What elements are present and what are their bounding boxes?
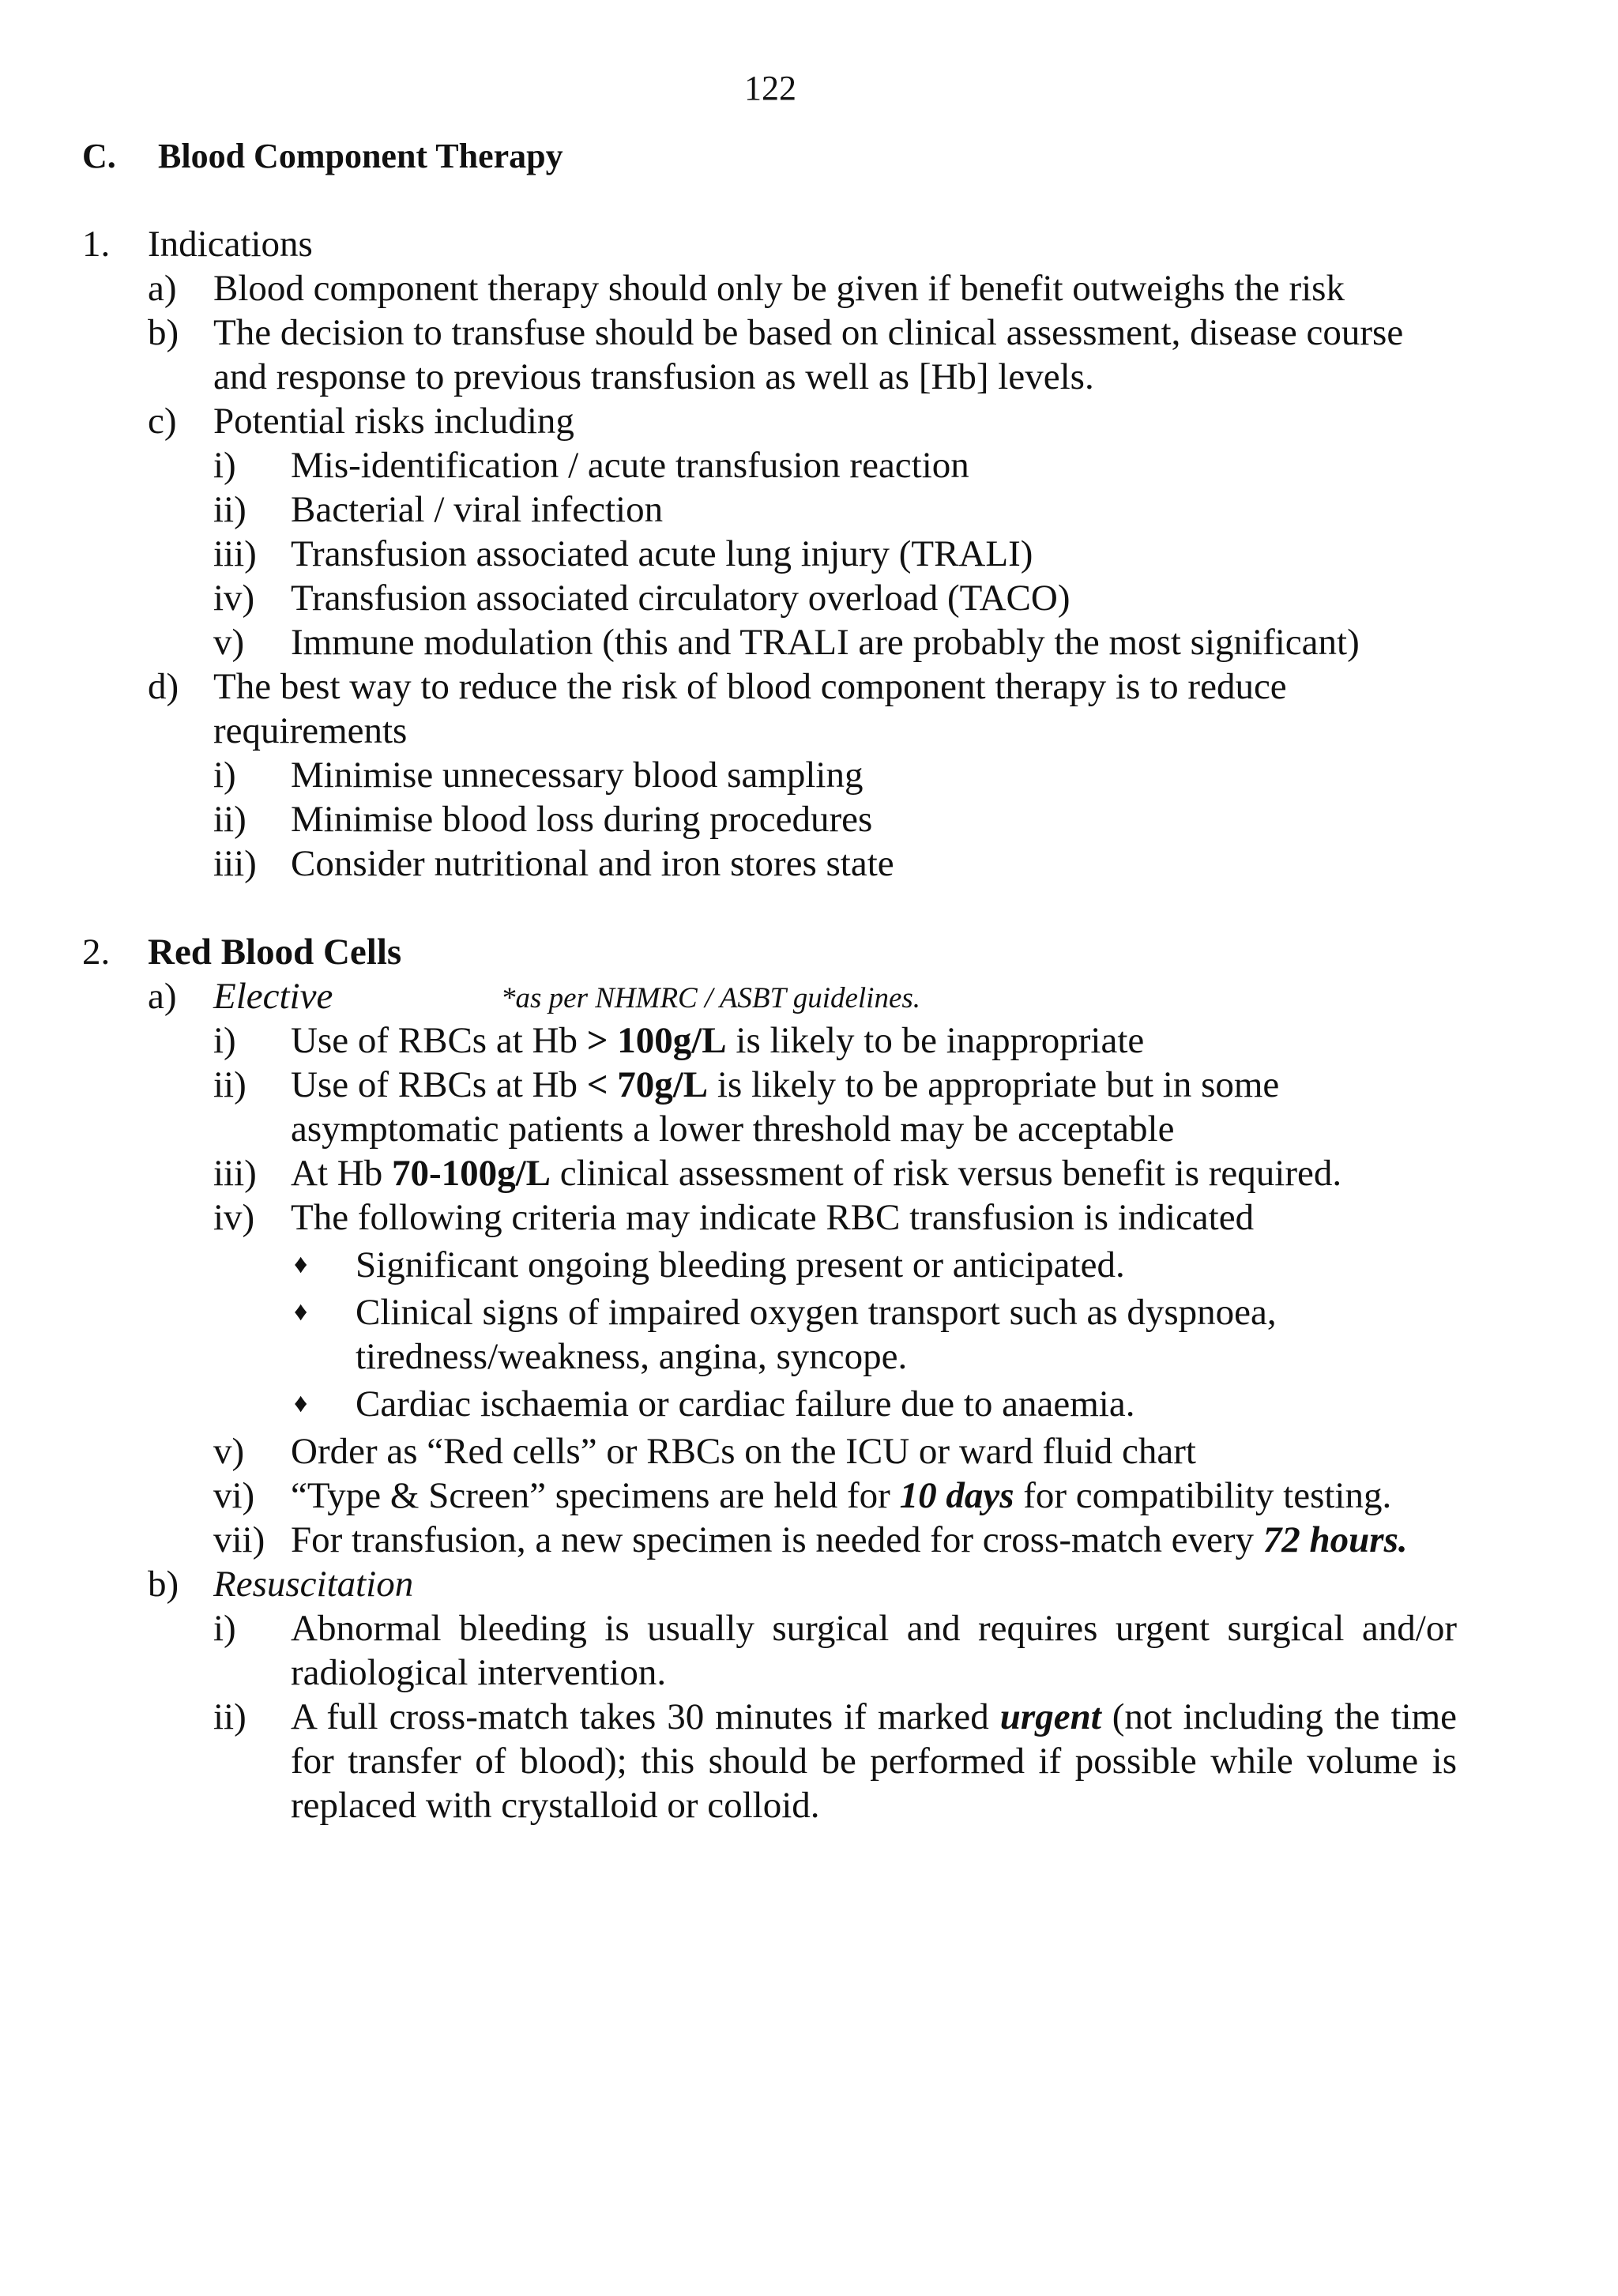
diamond-bullet-icon: ♦ [294,1250,308,1279]
s2-a-vii-marker: vii) [213,1519,265,1560]
s1-d-i-text: Minimise unnecessary blood sampling [291,755,864,796]
s1-c-iv-text: Transfusion associated circulatory overload (TACO) [291,578,1071,619]
diamond-bullet-icon: ♦ [294,1297,308,1327]
urgent-label: urgent [999,1696,1101,1737]
s1-d-line2: requirements [213,710,408,751]
s2-a-iv-marker: iv) [213,1197,255,1238]
s2-b-marker: b) [148,1564,179,1605]
s2-a-vii-text: For transfusion, a new specimen is needed for cross-match every 72 hours. [291,1519,1408,1560]
s1-number: 1. [82,224,111,265]
s2-a-vi-text: “Type & Screen” specimens are held for 10 days for compatibility testing. [291,1475,1392,1516]
s2-a-label: Elective [213,976,333,1017]
s1-c-v-marker: v) [213,622,245,663]
s1-a-text: Blood component therapy should only be given if benefit outweighs the risk [213,268,1345,309]
bullet-1-text: Significant ongoing bleeding present or anticipated. [356,1244,1125,1285]
s1-title: Indications [148,224,313,265]
s1-d-ii-marker: ii) [213,799,246,840]
s1-c-marker: c) [148,401,177,442]
s1-d-iii-text: Consider nutritional and iron stores state [291,843,894,884]
s1-c-iii-text: Transfusion associated acute lung injury (TRALI) [291,533,1033,574]
threshold-range: 70-100g/L [391,1153,551,1194]
s1-d-iii-marker: iii) [213,843,257,884]
s2-a-v-text: Order as “Red cells” or RBCs on the ICU or ward fluid chart [291,1431,1196,1472]
s2-a-ii-text: Use of RBCs at Hb < 70g/L is likely to be appropriate but in some [291,1064,1280,1105]
s2-b-i-text: Abnormal bleeding is usually surgical and requires urgent surgical and/or radiological intervention. [291,1608,1457,1693]
s2-title: Red Blood Cells [148,932,402,973]
s2-a-iii-text: At Hb 70-100g/L clinical assessment of risk versus benefit is required. [291,1153,1342,1194]
s1-d-marker: d) [148,666,179,707]
s2-a-i-text: Use of RBCs at Hb > 100g/L is likely to be inappropriate [291,1020,1145,1061]
s1-b-line2: and response to previous transfusion as well as [Hb] levels. [213,356,1094,397]
s1-c-iii-marker: iii) [213,533,257,574]
s1-d-line1: The best way to reduce the risk of blood component therapy is to reduce [213,666,1287,707]
s2-b-ii-marker: ii) [213,1696,246,1737]
s2-b-i-marker: i) [213,1608,236,1649]
s2-a-ii-marker: ii) [213,1064,246,1105]
s1-c-iv-marker: iv) [213,578,255,619]
s1-b-line1: The decision to transfuse should be based on clinical assessment, disease course [213,312,1404,353]
section-title: Blood Component Therapy [158,137,563,175]
threshold-low: < 70g/L [586,1064,709,1105]
s2-a-marker: a) [148,976,177,1017]
s1-c-v-text: Immune modulation (this and TRALI are probably the most significant) [291,622,1360,663]
hold-period: 10 days [899,1475,1014,1516]
s1-b-marker: b) [148,312,179,353]
guidelines-note: *as per NHMRC / ASBT guidelines. [501,982,921,1014]
s1-c-text: Potential risks including [213,401,574,442]
s2-b-label: Resuscitation [213,1564,414,1605]
s2-a-iii-marker: iii) [213,1153,257,1194]
s1-d-ii-text: Minimise blood loss during procedures [291,799,873,840]
page-number: 122 [744,69,796,107]
bullet-2-line1: Clinical signs of impaired oxygen transport such as dyspnoea, [356,1292,1277,1333]
s2-a-ii-line2: asymptomatic patients a lower threshold may be acceptable [291,1108,1175,1150]
s1-d-i-marker: i) [213,755,236,796]
s2-b-ii-text: A full cross-match takes 30 minutes if marked urgent (not including the time for transfer of blood); this should be performed if possible while volume is replaced with crystalloid or colloid. [291,1696,1457,1826]
s1-c-i-text: Mis-identification / acute transfusion reaction [291,445,969,486]
s2-a-iv-text: The following criteria may indicate RBC transfusion is indicated [291,1197,1255,1238]
section-letter: C. [82,137,116,175]
bullet-2-line2: tiredness/weakness, angina, syncope. [356,1336,908,1377]
bullet-3-text: Cardiac ischaemia or cardiac failure due to anaemia. [356,1383,1135,1425]
s2-number: 2. [82,932,111,973]
s1-c-i-marker: i) [213,445,236,486]
s1-c-ii-marker: ii) [213,489,246,530]
s2-a-i-marker: i) [213,1020,236,1061]
s2-a-vi-marker: vi) [213,1475,255,1516]
s2-a-v-marker: v) [213,1431,245,1472]
s1-c-ii-text: Bacterial / viral infection [291,489,664,530]
threshold-high: > 100g/L [586,1020,727,1061]
s1-a-marker: a) [148,268,177,309]
crossmatch-interval: 72 hours. [1262,1519,1408,1560]
diamond-bullet-icon: ♦ [294,1389,308,1418]
